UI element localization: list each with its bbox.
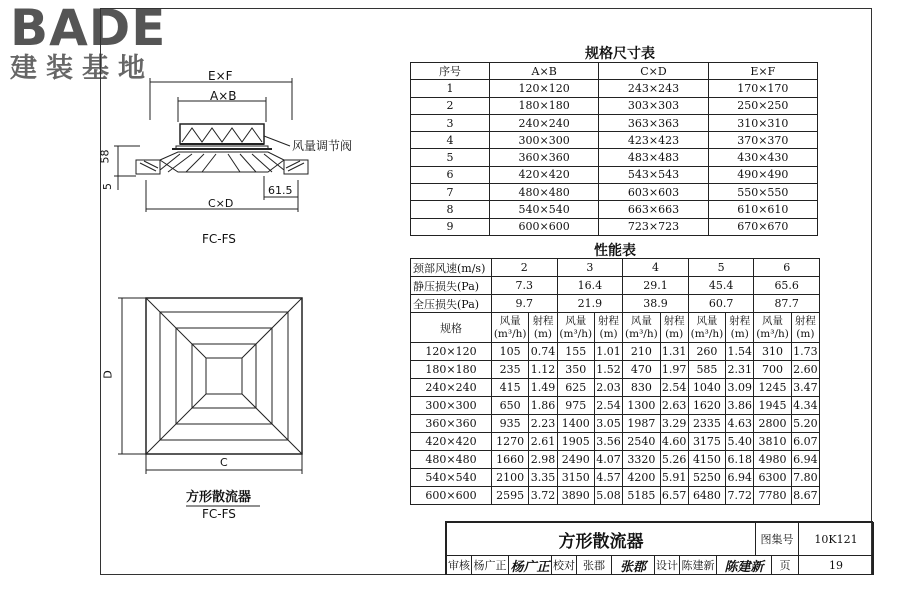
perf-value-cell: 2335 bbox=[688, 415, 725, 433]
perf-value-cell: 4.63 bbox=[726, 415, 754, 433]
perf-size-cell: 540×540 bbox=[411, 469, 492, 487]
static-value: 16.4 bbox=[557, 277, 623, 295]
perf-value-cell: 4.57 bbox=[594, 469, 622, 487]
perf-value-cell: 5250 bbox=[688, 469, 725, 487]
diffuser-drawing bbox=[100, 60, 400, 520]
check-signature: 张郡 bbox=[611, 555, 655, 575]
perf-value-cell: 4980 bbox=[754, 451, 791, 469]
throw-unit: (m) bbox=[796, 327, 815, 340]
perf-value-cell: 5185 bbox=[623, 487, 660, 505]
perf-value-cell: 470 bbox=[623, 361, 660, 379]
throw-column-header bbox=[726, 313, 754, 343]
perf-value-cell: 6.57 bbox=[660, 487, 688, 505]
perf-row bbox=[411, 469, 820, 487]
check-name: 张郡 bbox=[576, 555, 612, 575]
throw-column-header bbox=[791, 313, 819, 343]
total-value: 38.9 bbox=[623, 295, 689, 313]
spec-cell: 8 bbox=[411, 201, 490, 218]
static-value: 45.4 bbox=[688, 277, 754, 295]
perf-value-cell: 3320 bbox=[623, 451, 660, 469]
perf-value-cell: 3.09 bbox=[726, 379, 754, 397]
spec-cell: 2 bbox=[411, 97, 490, 114]
perf-size-cell: 240×240 bbox=[411, 379, 492, 397]
spec-cell: 543×543 bbox=[599, 166, 708, 183]
flow-unit: (m³/h) bbox=[493, 327, 527, 340]
perf-size-cell: 360×360 bbox=[411, 415, 492, 433]
throw-column-header bbox=[660, 313, 688, 343]
perf-value-cell: 585 bbox=[688, 361, 725, 379]
throw-column-header bbox=[594, 313, 622, 343]
perf-size-cell: 600×600 bbox=[411, 487, 492, 505]
spec-cell: 430×430 bbox=[708, 149, 817, 166]
perf-value-cell: 6480 bbox=[688, 487, 725, 505]
perf-value-cell: 1.54 bbox=[726, 343, 754, 361]
perf-value-cell: 1.31 bbox=[660, 343, 688, 361]
perf-value-cell: 105 bbox=[492, 343, 529, 361]
spec-cell: 310×310 bbox=[708, 114, 817, 131]
spec-row bbox=[411, 114, 818, 131]
perf-value-cell: 2490 bbox=[557, 451, 594, 469]
atlas-number: 10K121 bbox=[798, 522, 874, 556]
perf-value-cell: 3.29 bbox=[660, 415, 688, 433]
dim-5: 5 bbox=[101, 183, 114, 190]
perf-value-cell: 4.07 bbox=[594, 451, 622, 469]
perf-value-cell: 8.67 bbox=[791, 487, 819, 505]
perf-value-cell: 2.60 bbox=[791, 361, 819, 379]
model-code-top: FC-FS bbox=[202, 232, 236, 246]
throw-unit: (m) bbox=[533, 327, 553, 340]
perf-value-cell: 5.91 bbox=[660, 469, 688, 487]
perf-value-cell: 3.86 bbox=[726, 397, 754, 415]
flow-unit: (m³/h) bbox=[690, 327, 724, 340]
dim-ab: A×B bbox=[210, 89, 237, 103]
perf-value-cell: 4.60 bbox=[660, 433, 688, 451]
perf-value-cell: 0.74 bbox=[529, 343, 557, 361]
spec-header: E×F bbox=[708, 63, 817, 80]
spec-header: A×B bbox=[490, 63, 599, 80]
speed-label: 颈部风速(m/s) bbox=[411, 259, 492, 277]
perf-value-cell: 3890 bbox=[557, 487, 594, 505]
title-block bbox=[445, 521, 873, 575]
spec-cell: 9 bbox=[411, 218, 490, 235]
perf-value-cell: 935 bbox=[492, 415, 529, 433]
static-value: 29.1 bbox=[623, 277, 689, 295]
perf-value-cell: 2100 bbox=[492, 469, 529, 487]
spec-header: 序号 bbox=[411, 63, 490, 80]
flow-column-header bbox=[492, 313, 529, 343]
perf-row bbox=[411, 379, 820, 397]
spec-cell: 480×480 bbox=[490, 184, 599, 201]
perf-value-cell: 2540 bbox=[623, 433, 660, 451]
spec-row bbox=[411, 80, 818, 97]
perf-value-cell: 5.08 bbox=[594, 487, 622, 505]
perf-value-cell: 5.20 bbox=[791, 415, 819, 433]
perf-value-cell: 4150 bbox=[688, 451, 725, 469]
static-value: 65.6 bbox=[754, 277, 820, 295]
perf-value-cell: 3810 bbox=[754, 433, 791, 451]
perf-value-cell: 260 bbox=[688, 343, 725, 361]
speed-value: 2 bbox=[492, 259, 558, 277]
perf-size-cell: 120×120 bbox=[411, 343, 492, 361]
perf-value-cell: 6.94 bbox=[726, 469, 754, 487]
spec-cell: 610×610 bbox=[708, 201, 817, 218]
perf-value-cell: 350 bbox=[557, 361, 594, 379]
drawing-name: 方形散流器 bbox=[186, 490, 252, 505]
dim-c: C bbox=[220, 456, 228, 469]
perf-value-cell: 625 bbox=[557, 379, 594, 397]
spec-cell: 303×303 bbox=[599, 97, 708, 114]
design-label: 设计 bbox=[654, 555, 680, 575]
perf-value-cell: 1400 bbox=[557, 415, 594, 433]
design-signature: 陈建新 bbox=[716, 555, 772, 575]
spec-row bbox=[411, 166, 818, 183]
spec-cell: 540×540 bbox=[490, 201, 599, 218]
perf-row bbox=[411, 343, 820, 361]
speed-value: 5 bbox=[688, 259, 754, 277]
perf-value-cell: 155 bbox=[557, 343, 594, 361]
total-label: 全压损失(Pa) bbox=[411, 295, 492, 313]
perf-value-cell: 1987 bbox=[623, 415, 660, 433]
perf-size-cell: 480×480 bbox=[411, 451, 492, 469]
perf-value-cell: 3150 bbox=[557, 469, 594, 487]
page-number: 19 bbox=[798, 555, 874, 575]
perf-value-cell: 7.72 bbox=[726, 487, 754, 505]
perf-value-cell: 1905 bbox=[557, 433, 594, 451]
perf-row bbox=[411, 361, 820, 379]
spec-cell: 670×670 bbox=[708, 218, 817, 235]
spec-cell: 5 bbox=[411, 149, 490, 166]
perf-value-cell: 1.73 bbox=[791, 343, 819, 361]
perf-row bbox=[411, 487, 820, 505]
total-value: 87.7 bbox=[754, 295, 820, 313]
perf-value-cell: 1.01 bbox=[594, 343, 622, 361]
perf-value-cell: 830 bbox=[623, 379, 660, 397]
perf-value-cell: 1.52 bbox=[594, 361, 622, 379]
perf-value-cell: 2.63 bbox=[660, 397, 688, 415]
perf-value-cell: 310 bbox=[754, 343, 791, 361]
spec-row bbox=[411, 97, 818, 114]
throw-label: 射程 bbox=[532, 314, 554, 327]
perf-value-cell: 1.86 bbox=[529, 397, 557, 415]
perf-value-cell: 2.03 bbox=[594, 379, 622, 397]
static-value: 7.3 bbox=[492, 277, 558, 295]
atlas-label: 图集号 bbox=[755, 522, 799, 556]
spec-cell: 1 bbox=[411, 80, 490, 97]
perf-row bbox=[411, 451, 820, 469]
spec-cell: 423×423 bbox=[599, 132, 708, 149]
perf-value-cell: 4200 bbox=[623, 469, 660, 487]
spec-cell: 250×250 bbox=[708, 97, 817, 114]
perf-value-cell: 3.47 bbox=[791, 379, 819, 397]
speed-value: 3 bbox=[557, 259, 623, 277]
perf-value-cell: 3.56 bbox=[594, 433, 622, 451]
dim-ef: E×F bbox=[208, 69, 233, 83]
perf-size-cell: 180×180 bbox=[411, 361, 492, 379]
perf-value-cell: 210 bbox=[623, 343, 660, 361]
spec-cell: 120×120 bbox=[490, 80, 599, 97]
spec-cell: 723×723 bbox=[599, 218, 708, 235]
perf-value-cell: 1.12 bbox=[529, 361, 557, 379]
spec-cell: 300×300 bbox=[490, 132, 599, 149]
perf-value-cell: 3.72 bbox=[529, 487, 557, 505]
spec-table bbox=[410, 62, 818, 236]
spec-column-label: 规格 bbox=[411, 313, 492, 343]
throw-label: 射程 bbox=[663, 314, 685, 327]
perf-value-cell: 2.54 bbox=[660, 379, 688, 397]
flow-label: 风量 bbox=[762, 314, 784, 327]
perf-value-cell: 1245 bbox=[754, 379, 791, 397]
dim-d: D bbox=[101, 370, 115, 379]
spec-cell: 550×550 bbox=[708, 184, 817, 201]
total-value: 9.7 bbox=[492, 295, 558, 313]
spec-header: C×D bbox=[599, 63, 708, 80]
spec-cell: 7 bbox=[411, 184, 490, 201]
spec-row bbox=[411, 201, 818, 218]
total-value: 21.9 bbox=[557, 295, 623, 313]
perf-value-cell: 5.26 bbox=[660, 451, 688, 469]
spec-row bbox=[411, 149, 818, 166]
perf-value-cell: 650 bbox=[492, 397, 529, 415]
perf-value-cell: 7780 bbox=[754, 487, 791, 505]
spec-row bbox=[411, 184, 818, 201]
perf-value-cell: 3175 bbox=[688, 433, 725, 451]
perf-size-cell: 300×300 bbox=[411, 397, 492, 415]
flow-column-header bbox=[557, 313, 594, 343]
design-name: 陈建新 bbox=[679, 555, 717, 575]
perf-value-cell: 3.05 bbox=[594, 415, 622, 433]
perf-row bbox=[411, 433, 820, 451]
flow-column-header bbox=[754, 313, 791, 343]
perf-value-cell: 2595 bbox=[492, 487, 529, 505]
perf-value-cell: 2.98 bbox=[529, 451, 557, 469]
flow-column-header bbox=[688, 313, 725, 343]
flow-label: 风量 bbox=[630, 314, 652, 327]
flow-label: 风量 bbox=[565, 314, 587, 327]
perf-value-cell: 2.61 bbox=[529, 433, 557, 451]
perf-value-cell: 5.40 bbox=[726, 433, 754, 451]
flow-unit: (m³/h) bbox=[625, 327, 658, 340]
flow-label: 风量 bbox=[499, 314, 521, 327]
perf-value-cell: 1945 bbox=[754, 397, 791, 415]
spec-cell: 420×420 bbox=[490, 166, 599, 183]
perf-value-cell: 1.49 bbox=[529, 379, 557, 397]
perf-table bbox=[410, 258, 820, 505]
perf-value-cell: 1270 bbox=[492, 433, 529, 451]
throw-label: 射程 bbox=[598, 314, 620, 327]
spec-cell: 360×360 bbox=[490, 149, 599, 166]
static-label: 静压损失(Pa) bbox=[411, 277, 492, 295]
spec-cell: 170×170 bbox=[708, 80, 817, 97]
perf-value-cell: 6300 bbox=[754, 469, 791, 487]
brand-subtitle: 建装基地 bbox=[10, 53, 154, 84]
dim-58: 58 bbox=[98, 149, 112, 164]
spec-cell: 483×483 bbox=[599, 149, 708, 166]
flow-unit: (m³/h) bbox=[756, 327, 789, 340]
perf-value-cell: 2.23 bbox=[529, 415, 557, 433]
perf-table-title: 性能表 bbox=[594, 243, 636, 259]
spec-cell: 240×240 bbox=[490, 114, 599, 131]
check-label: 校对 bbox=[551, 555, 577, 575]
perf-value-cell: 6.18 bbox=[726, 451, 754, 469]
perf-value-cell: 7.80 bbox=[791, 469, 819, 487]
spec-cell: 180×180 bbox=[490, 97, 599, 114]
flow-column-header bbox=[623, 313, 660, 343]
throw-label: 射程 bbox=[794, 314, 816, 327]
perf-value-cell: 1.97 bbox=[660, 361, 688, 379]
perf-value-cell: 1040 bbox=[688, 379, 725, 397]
spec-cell: 600×600 bbox=[490, 218, 599, 235]
perf-value-cell: 235 bbox=[492, 361, 529, 379]
review-label: 审核 bbox=[446, 555, 472, 575]
throw-column-header bbox=[529, 313, 557, 343]
perf-value-cell: 6.94 bbox=[791, 451, 819, 469]
review-name: 杨广正 bbox=[471, 555, 509, 575]
throw-label: 射程 bbox=[729, 314, 751, 327]
spec-cell: 490×490 bbox=[708, 166, 817, 183]
perf-value-cell: 2800 bbox=[754, 415, 791, 433]
page-label: 页 bbox=[771, 555, 799, 575]
model-code-bottom: FC-FS bbox=[202, 507, 236, 521]
perf-value-cell: 975 bbox=[557, 397, 594, 415]
throw-unit: (m) bbox=[730, 327, 749, 340]
spec-cell: 363×363 bbox=[599, 114, 708, 131]
perf-value-cell: 415 bbox=[492, 379, 529, 397]
total-value: 60.7 bbox=[688, 295, 754, 313]
spec-table-body bbox=[411, 80, 818, 236]
dim-cd: C×D bbox=[208, 197, 234, 210]
perf-value-cell: 1660 bbox=[492, 451, 529, 469]
perf-value-cell: 2.31 bbox=[726, 361, 754, 379]
damper-label: 风量调节阀 bbox=[292, 139, 353, 153]
throw-unit: (m) bbox=[665, 327, 684, 340]
perf-row bbox=[411, 397, 820, 415]
perf-value-cell: 2.54 bbox=[594, 397, 622, 415]
perf-value-cell: 6.07 bbox=[791, 433, 819, 451]
spec-row bbox=[411, 132, 818, 149]
perf-value-cell: 4.34 bbox=[791, 397, 819, 415]
perf-value-cell: 1620 bbox=[688, 397, 725, 415]
dim-61-5: 61.5 bbox=[268, 184, 293, 197]
spec-cell: 6 bbox=[411, 166, 490, 183]
perf-value-cell: 3.35 bbox=[529, 469, 557, 487]
spec-cell: 3 bbox=[411, 114, 490, 131]
perf-size-cell: 420×420 bbox=[411, 433, 492, 451]
speed-value: 6 bbox=[754, 259, 820, 277]
perf-row bbox=[411, 415, 820, 433]
spec-row bbox=[411, 218, 818, 235]
brand-logo: BADE bbox=[10, 0, 167, 57]
spec-cell: 4 bbox=[411, 132, 490, 149]
spec-cell: 663×663 bbox=[599, 201, 708, 218]
flow-unit: (m³/h) bbox=[559, 327, 593, 340]
perf-value-cell: 700 bbox=[754, 361, 791, 379]
perf-value-cell: 1300 bbox=[623, 397, 660, 415]
spec-cell: 603×603 bbox=[599, 184, 708, 201]
spec-cell: 370×370 bbox=[708, 132, 817, 149]
review-signature: 杨广正 bbox=[508, 555, 552, 575]
drawing-title: 方形散流器 bbox=[446, 522, 756, 556]
throw-unit: (m) bbox=[599, 327, 618, 340]
speed-value: 4 bbox=[623, 259, 689, 277]
spec-table-title: 规格尺寸表 bbox=[585, 46, 655, 62]
spec-cell: 243×243 bbox=[599, 80, 708, 97]
flow-label: 风量 bbox=[696, 314, 718, 327]
